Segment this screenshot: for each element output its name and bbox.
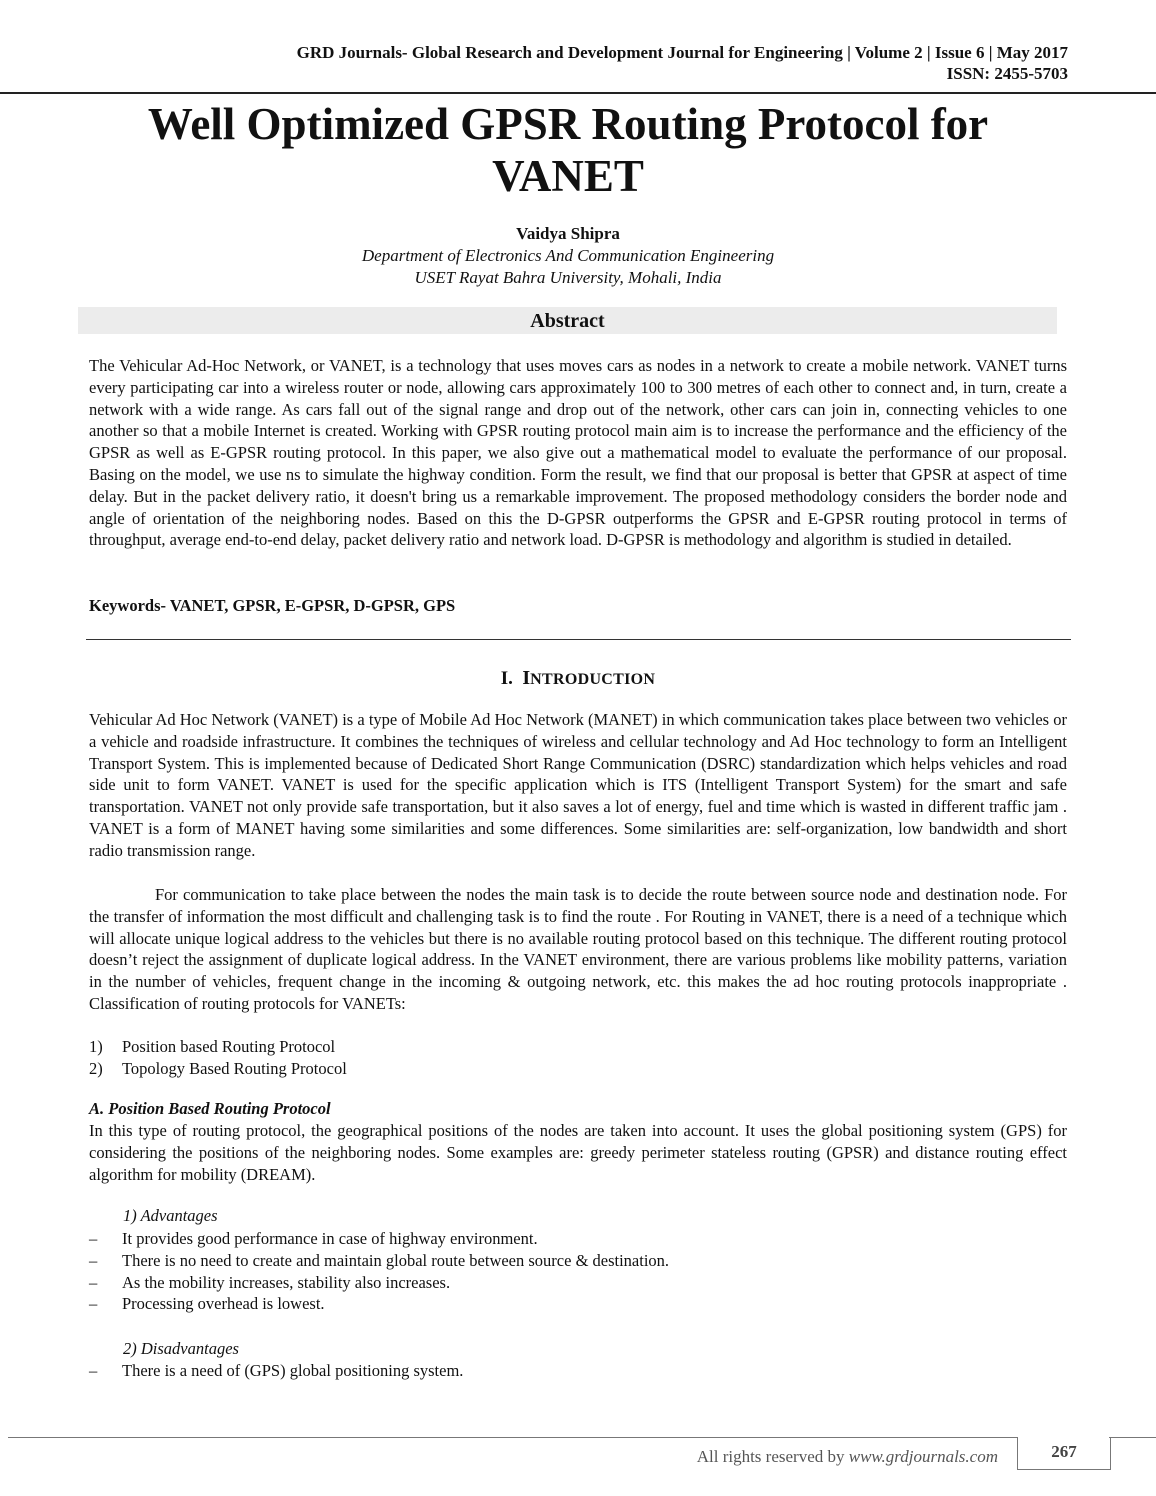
dash-marker: – <box>89 1294 98 1314</box>
paper-title: Well Optimized GPSR Routing Protocol for VANET <box>147 99 989 201</box>
advantages-list <box>89 1228 669 1315</box>
advantages-heading: 1) Advantages <box>123 1206 218 1225</box>
dash-marker: – <box>89 1250 98 1270</box>
footer-rule-right <box>1109 1437 1156 1438</box>
author-institution: USET Rayat Bahra University, Mohali, India <box>414 268 722 287</box>
list-item-text: Topology Based Routing Protocol <box>122 1058 347 1078</box>
list-marker: 2) <box>89 1058 103 1078</box>
page-number: 267 <box>1017 1437 1111 1470</box>
subsection-heading-a: A. Position Based Routing Protocol <box>89 1099 331 1118</box>
intro-paragraph-2: For communication to take place between the nodes the main task is to decide the route between source node and destination node. For the transfer of information the most difficult and challenging task is to find the route . For Routing in VANET, there is a need of a technique which will allocate unique logical address to the vehicles but there is no available routing protocol based on this technique. The different routing protocol doesn’t reject the assignment of duplicate logical address. In the VANET environment, there are various problems like mobility patterns, variation in the number of vehicles, frequent change in the incoming & outgoing network, etc. this makes the ad hoc routing protocols inappropriate . Classification of routing protocols for VANETs: <box>89 885 1067 1013</box>
list-item <box>89 1272 669 1294</box>
journal-line: GRD Journals- Global Research and Development Journal for Engineering | Volume 2 | Issue 6 | May 2017 <box>296 43 1068 62</box>
list-item <box>89 1360 463 1382</box>
list-item-text: Processing overhead is lowest. <box>122 1294 325 1314</box>
section-title-rest: NTRODUCTION <box>530 671 656 688</box>
abstract-text: The Vehicular Ad-Hoc Network, or VANET, is a technology that uses moves cars as nodes in a network to create a mobile network. VANET turns every participating car into a wireless router or node, allowing cars approximately 100 to 300 metres of each other to connect and, in turn, create a network with a wide range. As cars fall out of the signal range and drop out of the network, other cars can join in, connecting vehicles to one another so that a mobile Internet is created. Working with GPSR routing protocol main aim is to increase the performance and the efficiency of the GPSR as well as E-GPSR routing protocol. In this paper, we also give out a mathematical model to evaluate the performance of our proposal. Basing on the model, we use ns to simulate the highway condition. Form the result, we find that our proposal is better that GPSR at aspect of time delay. But in the packet delivery ratio, it doesn't bring us a remarkable improvement. The proposed methodology considers the border node and angle of orientation of the neighboring nodes. Based on this the D-GPSR outperforms the GPSR and E-GPSR routing protocol in terms of throughput, average end-to-end delay, packet delivery ratio and network load. D-GPSR is methodology and algorithm is studied in detailed. <box>89 356 1067 550</box>
disadvantages-heading: 2) Disadvantages <box>123 1339 239 1358</box>
abstract-rule <box>86 639 1071 640</box>
abstract-heading: Abstract <box>78 307 1057 334</box>
footer-rights-prefix: All rights reserved by <box>696 1447 849 1466</box>
list-item-text: There is no need to create and maintain global route between source & destination. <box>122 1250 670 1270</box>
author-block <box>80 223 1056 289</box>
list-marker: 1) <box>89 1037 103 1056</box>
keywords: Keywords- VANET, GPSR, E-GPSR, D-GPSR, GPS <box>89 596 456 615</box>
header-rule <box>0 92 1156 94</box>
list-item <box>89 1228 669 1250</box>
dash-marker: – <box>89 1229 98 1248</box>
list-item <box>89 1293 669 1315</box>
list-item-text: It provides good performance in case of highway environment. <box>122 1229 538 1248</box>
list-item <box>89 1036 347 1058</box>
dash-marker: – <box>89 1361 98 1380</box>
footer-rule <box>8 1437 1018 1438</box>
author-department: Department of Electronics And Communication Engineering <box>361 246 775 265</box>
footer-website-link[interactable]: www.grdjournals.com <box>848 1447 998 1466</box>
list-item <box>89 1058 347 1080</box>
section-a-text: In this type of routing protocol, the geographical positions of the nodes are taken into account. It uses the global positioning system (GPS) for considering the positions of the neighboring nodes. Some examples are: greedy perimeter stateless routing (GPSR) and distance routing effect algorithm for mobility (DREAM). <box>89 1121 1067 1184</box>
section-number: I. <box>500 668 513 689</box>
list-item <box>89 1250 669 1272</box>
list-item-text: There is a need of (GPS) global positioning system. <box>122 1361 464 1380</box>
intro-paragraph-1: Vehicular Ad Hoc Network (VANET) is a type of Mobile Ad Hoc Network (MANET) in which communication takes place between two vehicles or a vehicle and roadside infrastructure. It combines the techniques of wireless and cellular technology and Ad Hoc technology to form an Intelligent Transport System. This is implemented because of Dedicated Short Range Communication (DSRC) standardization which helps vehicles and road side unit to form VANET. VANET is used for the specific application which is ITS (Intelligent Transport System) for the smart and safe transportation. VANET not only provide safe transportation, but it also saves a lot of energy, fuel and time which is wasted in different traffic jam . VANET is a form of MANET having some similarities and some differences. Some similarities are: self-organization, low bandwidth and short radio transmission range. <box>89 710 1067 860</box>
dash-marker: – <box>89 1272 98 1292</box>
routing-classes-list <box>89 1036 347 1080</box>
disadvantages-list <box>89 1360 463 1382</box>
list-item-text: Position based Routing Protocol <box>122 1037 336 1056</box>
section-heading-introduction <box>89 667 1067 690</box>
footer-rights <box>600 1447 998 1467</box>
journal-header <box>297 42 1068 84</box>
issn: ISSN: 2455-5703 <box>946 64 1068 83</box>
section-title-initial: I <box>522 667 531 689</box>
list-item-text: As the mobility increases, stability also increases. <box>122 1272 451 1292</box>
author-name: Vaidya Shipra <box>516 224 620 243</box>
